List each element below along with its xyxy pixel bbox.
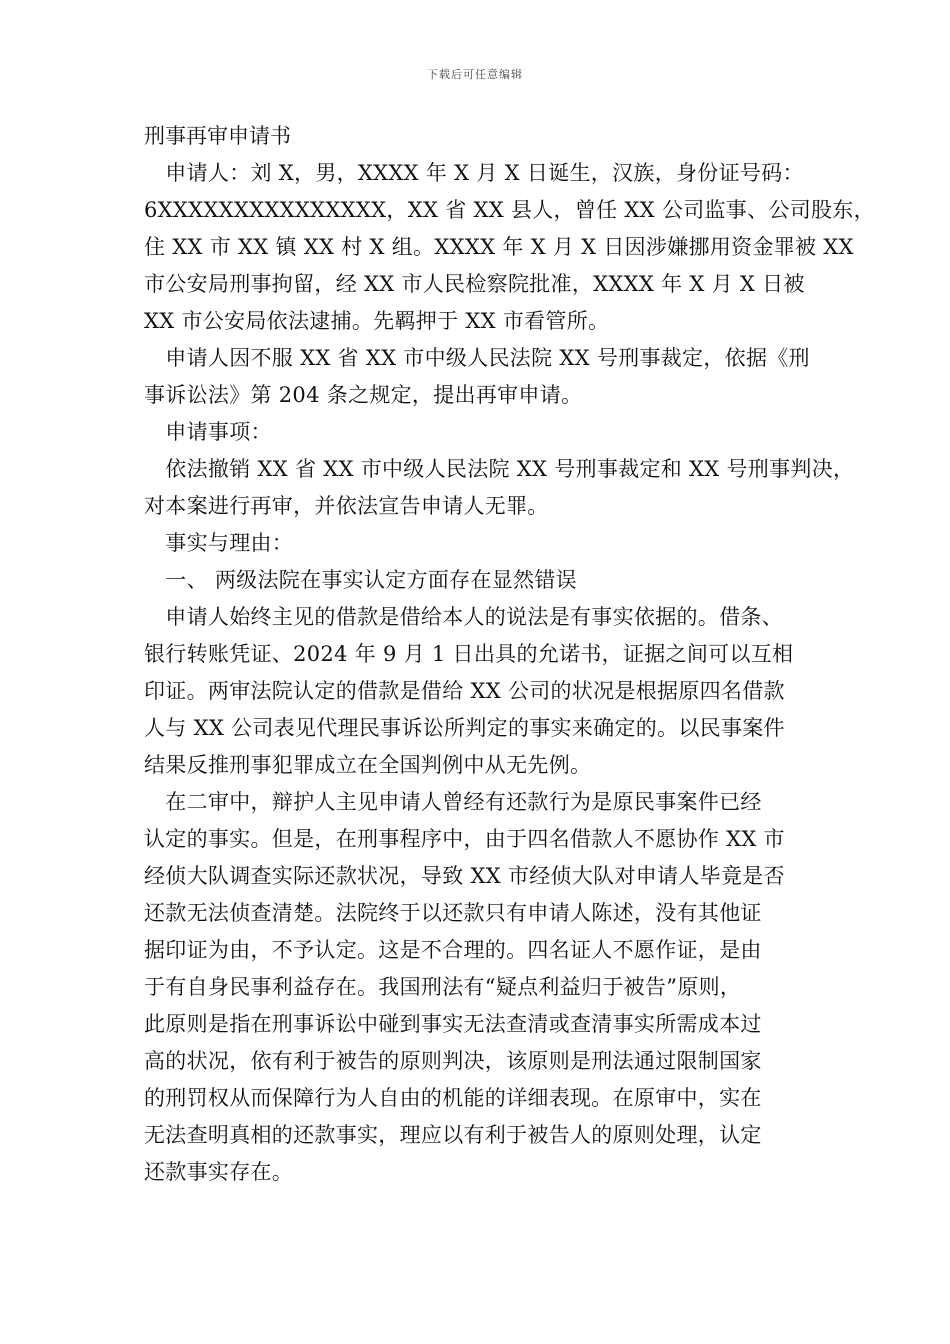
text-line: 据印证为由，不予认定。这是不合理的。四名证人不愿作证，是由 (144, 938, 762, 962)
text-line: 住 XX 市 XX 镇 XX 村 X 组。XXXX 年 X 月 X 日因涉嫌挪用资金罪被 XX (144, 235, 854, 259)
text-line: 无法查明真相的还款事实，理应以有利于被告人的原则处理，认定 (144, 1123, 762, 1147)
text-line: XX 市公安局依法逮捕。先羁押于 XX 市看管所。 (144, 309, 610, 333)
text-line: 还款无法侦查清楚。法院终于以还款只有申请人陈述，没有其他证 (144, 901, 762, 925)
text-line: 对本案进行再审，并依法宣告申请人无罪。 (144, 494, 549, 518)
subsection-heading: 一、 两级法院在事实认定方面存在显然错误 (144, 568, 577, 592)
text-line: 经侦大队调查实际还款状况，导致 XX 市经侦大队对申请人毕竟是否 (144, 864, 785, 888)
text-line: 银行转账凭证、2024 年 9 月 1 日出具的允诺书，证据之间可以互相 (144, 642, 794, 666)
text-line: 认定的事实。但是，在刑事程序中，由于四名借款人不愿协作 XX 市 (144, 827, 785, 851)
section-heading: 申请事项： (144, 420, 272, 444)
text-line: 申请人因不服 XX 省 XX 市中级人民法院 XX 号刑事裁定，依据《刑 (144, 346, 810, 370)
text-line: 人与 XX 公司表见代理民事诉讼所判定的事实来确定的。以民事案件 (144, 716, 785, 740)
text-line: 还款事实存在。 (144, 1160, 294, 1184)
section-heading: 事实与理由： (144, 531, 294, 555)
text-line: 事诉讼法》第 204 条之规定，提出再审申请。 (144, 383, 583, 407)
text-line: 的刑罚权从而保障行为人自由的机能的详细表现。在原审中，实在 (144, 1086, 762, 1110)
text-line: 结果反推刑事犯罪成立在全国判例中从无先例。 (144, 753, 592, 777)
document-body (144, 118, 875, 1191)
text-line: 申请人始终主见的借款是借给本人的说法是有事实依据的。借条、 (144, 605, 783, 629)
text-line: 在二审中，辩护人主见申请人曾经有还款行为是原民事案件已经 (144, 790, 762, 814)
header-note: 下载后可任意编辑 (427, 68, 523, 81)
text-line: 于有自身民事利益存在。我国刑法有“疑点利益归于被告”原则， (144, 975, 742, 999)
text-line: 高的状况，依有利于被告的原则判决，该原则是刑法通过限制国家 (144, 1049, 762, 1073)
text-line: 6XXXXXXXXXXXXXXX，XX 省 XX 县人，曾任 XX 公司监事、公司股东， (144, 198, 875, 222)
text-line: 依法撤销 XX 省 XX 市中级人民法院 XX 号刑事裁定和 XX 号刑事判决， (144, 457, 855, 481)
text-line: 申请人：刘 X，男，XXXX 年 X 月 X 日诞生，汉族，身份证号码： (144, 161, 804, 185)
text-line: 印证。两审法院认定的借款是借给 XX 公司的状况是根据原四名借款 (144, 679, 785, 703)
text-line: 市公安局刑事拘留，经 XX 市人民检察院批准，XXXX 年 X 月 X 日被 (144, 272, 805, 296)
document-title: 刑事再审申请书 (144, 124, 291, 148)
text-line: 此原则是指在刑事诉讼中碰到事实无法查清或查清事实所需成本过 (144, 1012, 762, 1036)
